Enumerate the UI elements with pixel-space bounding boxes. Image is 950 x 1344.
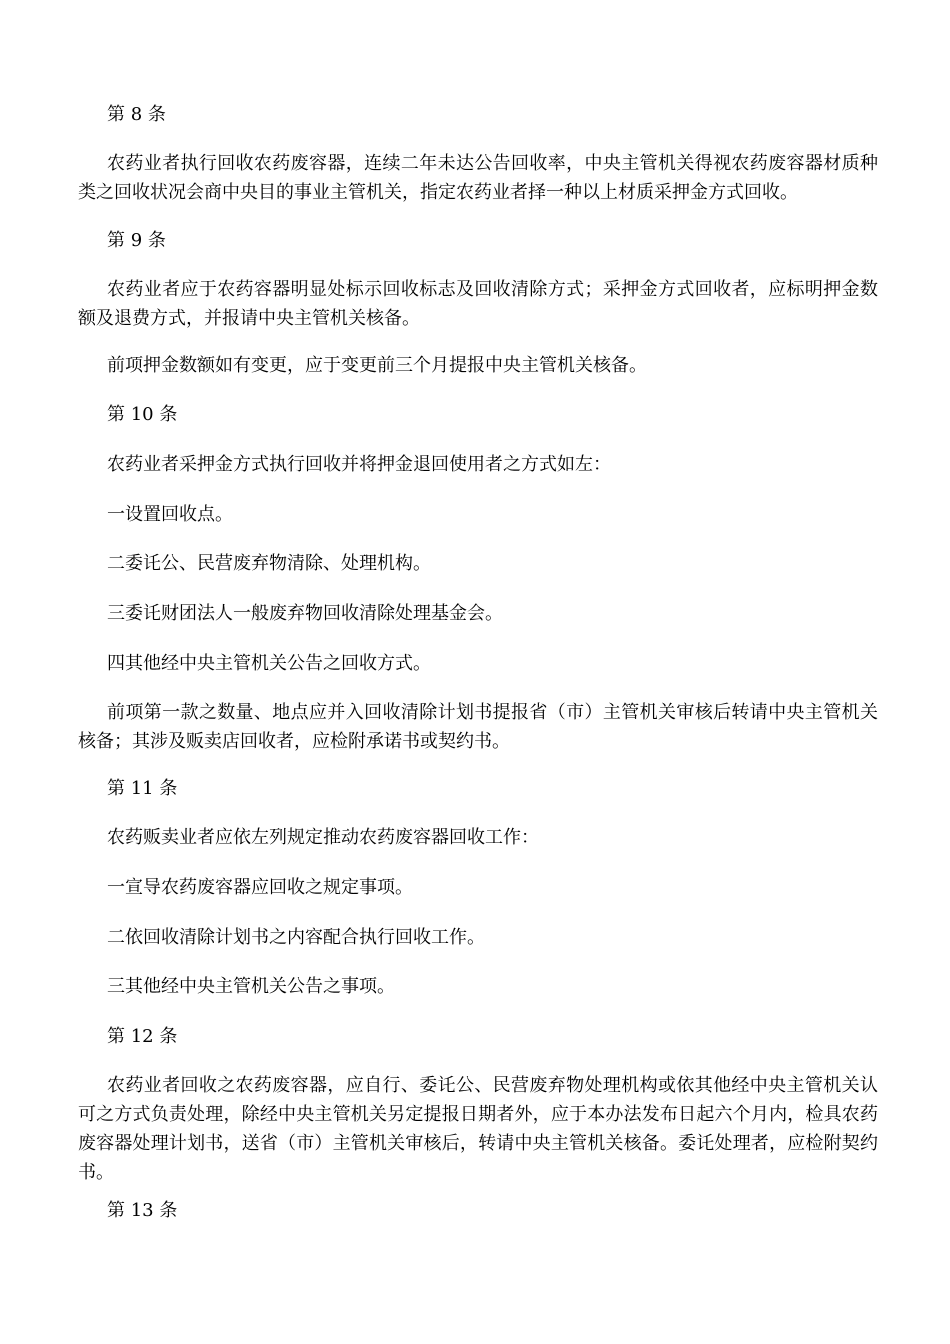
article-10-item-2: 二委讬公、民营废弃物清除、处理机构。 bbox=[107, 553, 431, 574]
article-10-heading: 第 10 条 bbox=[107, 404, 178, 425]
article-10-body: 农药业者采押金方式执行回收并将押金退回使用者之方式如左： bbox=[107, 454, 611, 475]
article-11-item-2: 二依回收清除计划书之内容配合执行回收工作。 bbox=[107, 927, 485, 948]
article-10-item-4: 四其他经中央主管机关公告之回收方式。 bbox=[107, 653, 431, 674]
article-10-item-1: 一设置回收点。 bbox=[107, 504, 233, 525]
article-11-item-1: 一宣导农药废容器应回收之规定事项。 bbox=[107, 877, 413, 898]
article-8-body: 农药业者执行回收农药废容器，连续二年未达公告回收率，中央主管机关得视农药废容器材质种类之回收状况会商中央目的事业主管机关，指定农药业者择一种以上材质采押金方式回收。 bbox=[78, 153, 878, 203]
article-9-body-2: 前项押金数额如有变更，应于变更前三个月提报中央主管机关核备。 bbox=[107, 355, 647, 376]
article-12-body: 农药业者回收之农药废容器，应自行、委讬公、民营废弃物处理机构或依其他经中央主管机关认可之方式负责处理，除经中央主管机关另定提报日期者外，应于本办法发布日起六个月内，检具农药废容器处理计划书，送省（市）主管机关审核后，转请中央主管机关核备。委讬处理者，应检附契约书。 bbox=[78, 1075, 878, 1183]
article-9-body: 农药业者应于农药容器明显处标示回收标志及回收清除方式；采押金方式回收者，应标明押金数额及退费方式，并报请中央主管机关核备。 bbox=[78, 279, 878, 329]
article-13-heading: 第 13 条 bbox=[107, 1200, 178, 1221]
article-11-item-3: 三其他经中央主管机关公告之事项。 bbox=[107, 976, 395, 997]
article-10-body-2: 前项第一款之数量、地点应并入回收清除计划书提报省（市）主管机关审核后转请中央主管机关核备；其涉及贩卖店回收者，应检附承诺书或契约书。 bbox=[78, 702, 878, 752]
article-12-heading: 第 12 条 bbox=[107, 1026, 178, 1047]
article-11-body: 农药贩卖业者应依左列规定推动农药废容器回收工作： bbox=[107, 827, 539, 848]
article-8-heading: 第 8 条 bbox=[107, 104, 166, 125]
article-9-heading: 第 9 条 bbox=[107, 230, 166, 251]
article-10-item-3: 三委讬财团法人一般废弃物回收清除处理基金会。 bbox=[107, 603, 503, 624]
article-11-heading: 第 11 条 bbox=[107, 778, 178, 799]
